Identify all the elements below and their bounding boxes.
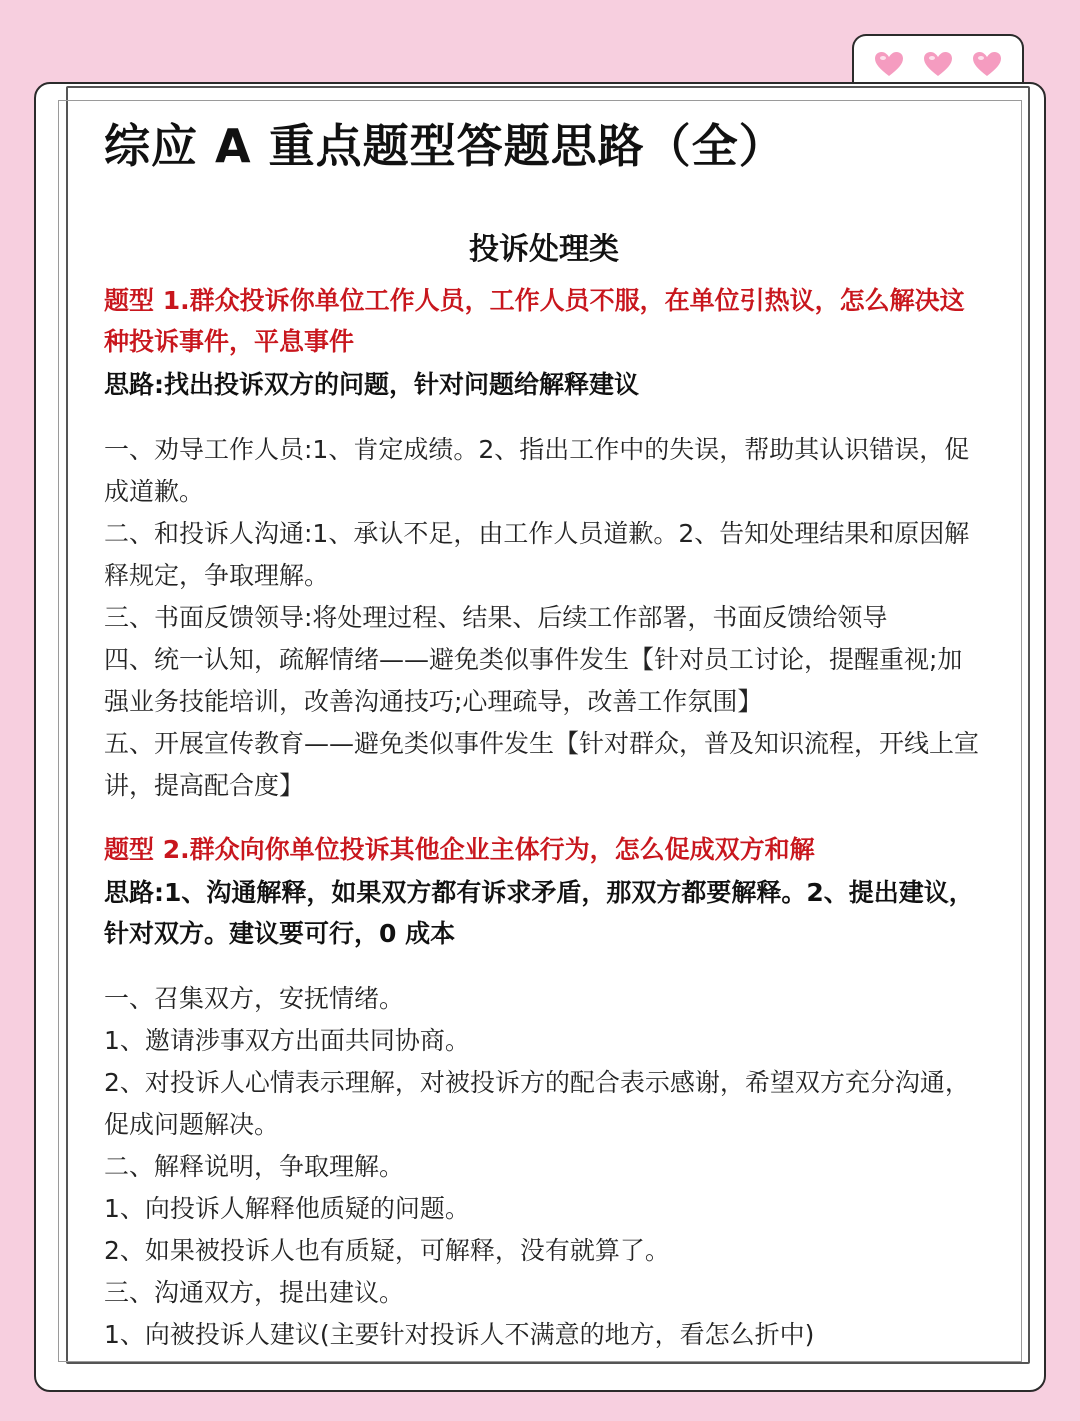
question2-thought: 思路:1、沟通解释，如果双方都有诉求矛盾，那双方都要解释。2、提出建议，针对双方。建议要可行，0 成本: [104, 878, 974, 948]
question1-line: 四、统一认知，疏解情绪——避免类似事件发生【针对员工讨论，提醒重视;加强业务技能培训，改善沟通技巧;心理疏导，改善工作氛围】: [104, 645, 963, 716]
question1-line: 五、开展宣传教育——避免类似事件发生【针对群众，普及知识流程，开线上宣讲，提高配合度】: [104, 729, 980, 800]
page-title: 综应 A 重点题型答题思路（全）: [104, 119, 786, 173]
question2-line: 1、邀请涉事双方出面共同协商。: [104, 1026, 470, 1055]
spacer: [104, 807, 984, 829]
question2-line: 1、向投诉人解释他质疑的问题。: [104, 1194, 470, 1223]
heart-icon: [972, 51, 1002, 77]
document-content: [104, 110, 984, 1356]
section-heading: 投诉处理类: [469, 232, 619, 267]
question1-line: 二、和投诉人沟通:1、承认不足，由工作人员道歉。2、告知处理结果和原因解释规定，争取理解。: [104, 519, 970, 590]
question2-line: 1、向被投诉人建议(主要针对投诉人不满意的地方，看怎么折中): [104, 1320, 815, 1349]
question1-line: 一、劝导工作人员:1、肯定成绩。2、指出工作中的失误，帮助其认识错误，促成道歉。: [104, 435, 970, 506]
question2-line: 三、沟通双方，提出建议。: [104, 1278, 405, 1307]
question2-line: 2、如果被投诉人也有质疑，可解释，没有就算了。: [104, 1236, 670, 1265]
heart-icon: [874, 51, 904, 77]
question2-line: 一、召集双方，安抚情绪。: [104, 984, 405, 1013]
heart-icon: [923, 51, 953, 77]
question2-line: 2、对投诉人心情表示理解，对被投诉方的配合表示感谢，希望双方充分沟通，促成问题解决。: [104, 1068, 970, 1139]
question2-title: 题型 2.群众向你单位投诉其他企业主体行为，怎么促成双方和解: [104, 835, 815, 864]
question1-thought: 思路:找出投诉双方的问题，针对问题给解释建议: [104, 370, 639, 399]
question2-line: 二、解释说明，争取理解。: [104, 1152, 405, 1181]
question1-line: 三、书面反馈领导:将处理过程、结果、后续工作部署，书面反馈给领导: [104, 603, 888, 632]
question1-title: 题型 1.群众投诉你单位工作人员，工作人员不服，在单位引热议，怎么解决这种投诉事件，平息事件: [104, 286, 965, 356]
